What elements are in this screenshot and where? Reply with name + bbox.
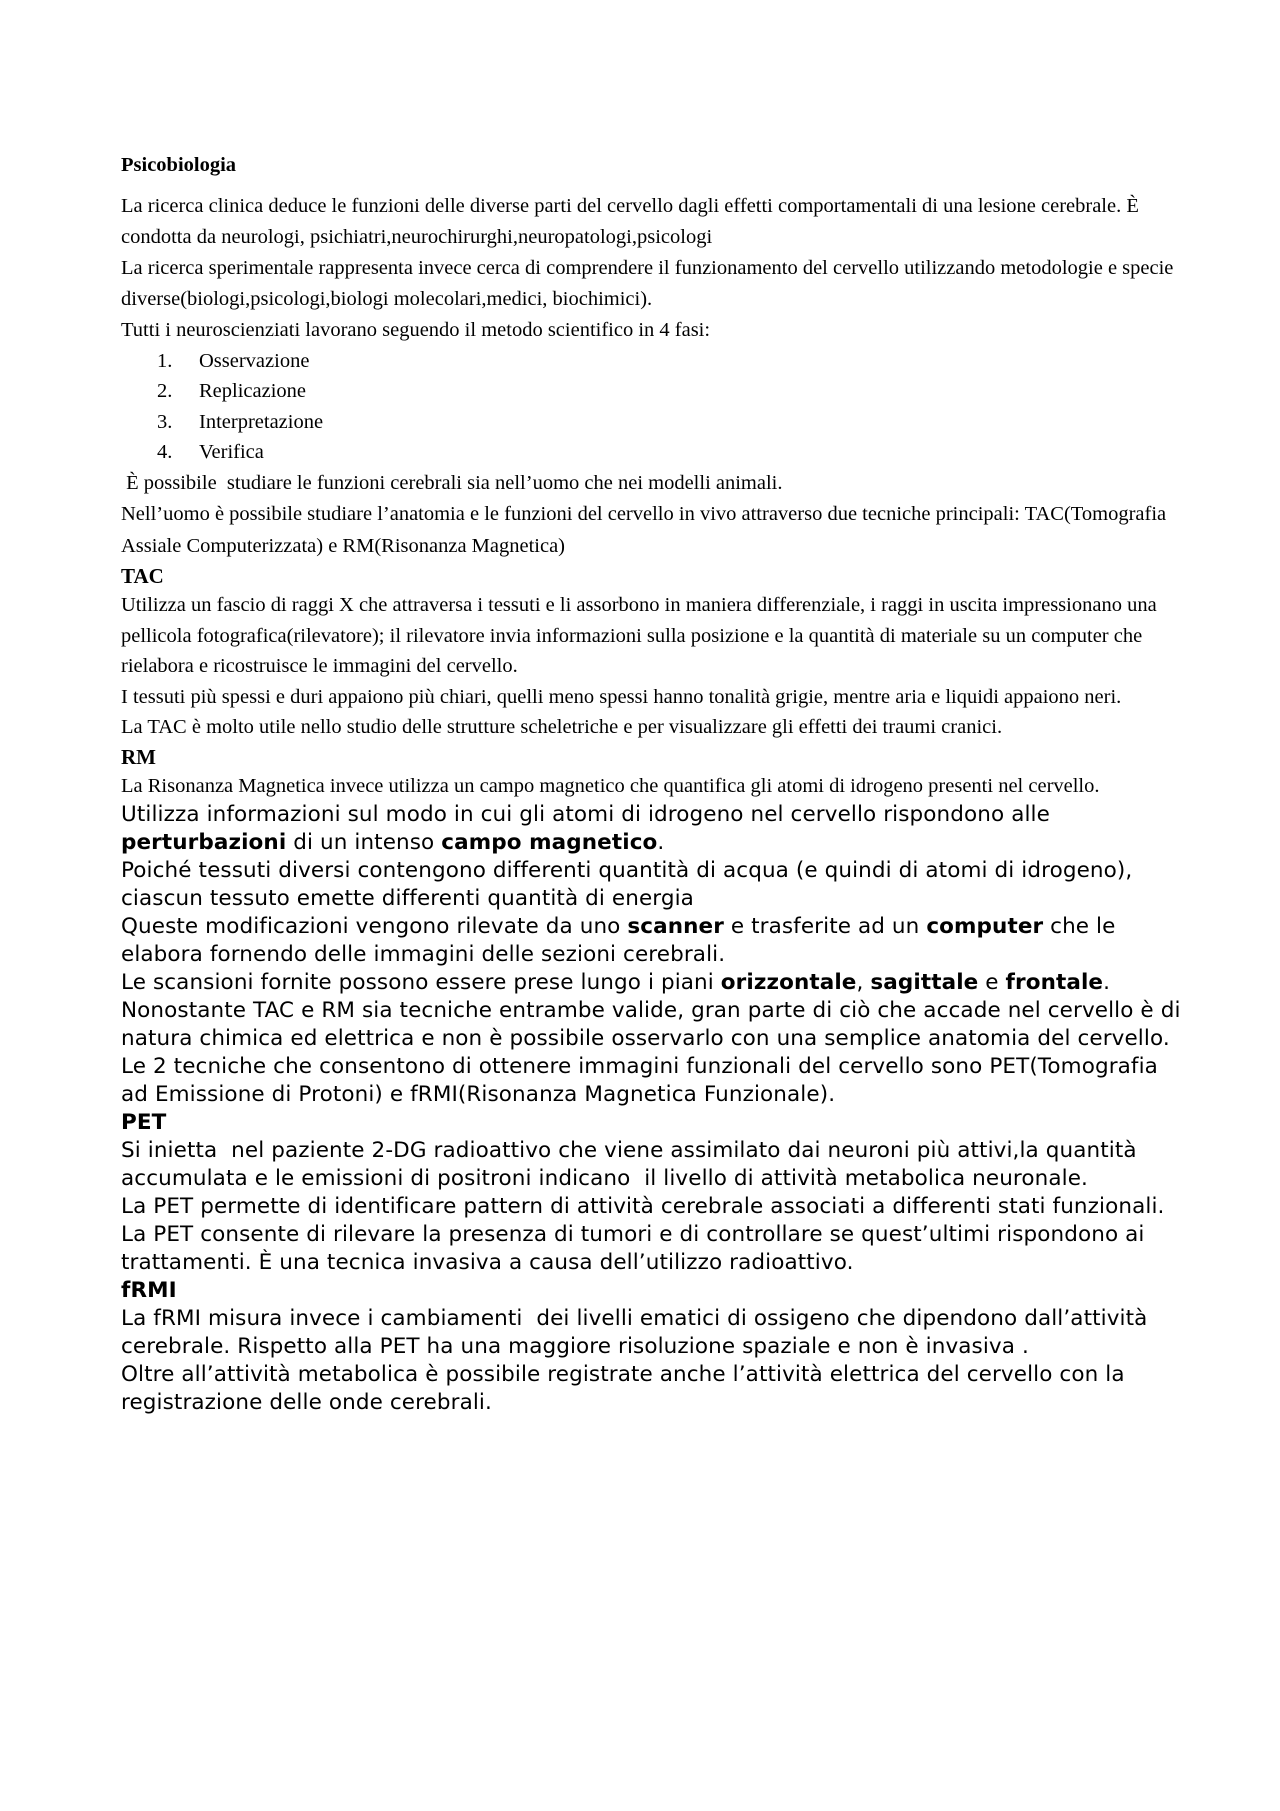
frmi-paragraph-oxygen: La fRMI misura invece i cambiamenti dei livelli ematici di ossigeno che dipendono dall’attività cerebrale. Rispetto alla PET ha una maggiore risoluzione spaziale e non è invasiva . — [121, 1306, 1155, 1359]
paragraph-human-techniques: Nell’uomo è possibile studiare l’anatomia e le funzioni del cervello in vivo attraverso due tecniche principali: TAC(Tomografia Assiale Computerizzata) e RM(Risonanza Magnetica) — [121, 503, 1167, 557]
heading-frmi: fRMI — [121, 1278, 177, 1303]
document-title: Psicobiologia — [121, 154, 237, 176]
heading-tac: TAC — [121, 564, 164, 588]
intro-paragraph-clinical: La ricerca clinica deduce le funzioni delle diverse parti del cervello dagli effetti comportamentali di una lesione cerebrale. È condotta da neurologi, psichiatri,neurochirurghi,neuropatologi,psicologi — [121, 194, 1139, 248]
tac-paragraph-tissues: I tessuti più spessi e duri appaiono più chiari, quelli meno spessi hanno tonalità grigie, mentre aria e liquidi appaiono neri. — [121, 685, 1122, 708]
method-steps-list — [121, 346, 1181, 468]
heading-pet: PET — [121, 1110, 167, 1135]
tac-paragraph-xray: Utilizza un fascio di raggi X che attraversa i tessuti e li assorbono in maniera differenziale, i raggi in uscita impressionano una pellicola fotografica(rilevatore); il rilevatore invia informazioni sulla posizione e la quantità di materiale su un computer che rielabora e ricostruisce le immagini del cervello. — [121, 594, 1157, 677]
rm-paragraph-perturbations: Utilizza informazioni sul modo in cui gli atomi di idrogeno nel cervello rispondono alle perturbazioni di un intenso campo magnetico. — [121, 802, 1050, 855]
list-item: 4. Verifica — [157, 441, 264, 463]
rm-section-sans — [121, 801, 1181, 1417]
pet-paragraph-patterns: La PET permette di identificare pattern di attività cerebrale associati a differenti stati funzionali. — [121, 1194, 1165, 1219]
tac-paragraph-use: La TAC è molto utile nello studio delle strutture scheletriche e per visualizzare gli effetti dei traumi cranici. — [121, 716, 1003, 738]
frmi-paragraph-electrical: Oltre all’attività metabolica è possibile registrate anche l’attività elettrica del cervello con la registrazione delle onde cerebrali. — [121, 1362, 1125, 1415]
rm-paragraph-scanner: Queste modificazioni vengono rilevate da uno scanner e trasferite ad un computer che le elabora fornendo delle immagini delle sezioni cerebrali. — [121, 914, 1116, 967]
rm-paragraph-functional: Le 2 tecniche che consentono di ottenere immagini funzionali del cervello sono PET(Tomografia ad Emissione di Protoni) e fRMI(Risonanza Magnetica Funzionale). — [121, 1054, 1158, 1107]
tac-section — [121, 590, 1181, 743]
list-item: 3. Interpretazione — [157, 410, 324, 433]
list-item: 1. Osservazione — [157, 349, 310, 372]
after-steps-section — [121, 468, 1181, 563]
rm-paragraph-planes: Le scansioni fornite possono essere prese lungo i piani orizzontale, sagittale e frontale. — [121, 970, 1111, 995]
intro-paragraph-method: Tutti i neuroscienziati lavorano seguendo il metodo scientifico in 4 fasi: — [121, 318, 711, 341]
paragraph-study-models: È possibile studiare le funzioni cerebrali sia nell’uomo che nei modelli animali. — [121, 471, 783, 494]
rm-paragraph-intro: La Risonanza Magnetica invece utilizza un campo magnetico che quantifica gli atomi di idrogeno presenti nel cervello. — [121, 774, 1100, 797]
intro-section — [121, 191, 1181, 346]
rm-paragraph-water: Poiché tessuti diversi contengono differenti quantità di acqua (e quindi di atomi di idrogeno), ciascun tessuto emette differenti quantità di energia — [121, 858, 1133, 911]
intro-paragraph-experimental: La ricerca sperimentale rappresenta invece cerca di comprendere il funzionamento del cervello utilizzando metodologie e specie diverse(biologi,psicologi,biologi molecolari,medici, biochimici). — [121, 256, 1174, 310]
rm-paragraph-limits: Nonostante TAC e RM sia tecniche entrambe valide, gran parte di ciò che accade nel cervello è di natura chimica ed elettrica e non è possibile osservarlo con una semplice anatomia del cervello. — [121, 998, 1181, 1051]
heading-rm: RM — [121, 744, 156, 769]
pet-paragraph-injection: Si inietta nel paziente 2-DG radioattivo che viene assimilato dai neuroni più attivi,la quantità accumulata e le emissioni di positroni indicano il livello di attività metabolica neuronale. — [121, 1138, 1144, 1191]
pet-paragraph-tumors: La PET consente di rilevare la presenza di tumori e di controllare se quest’ultimi rispondono ai trattamenti. È una tecnica invasiva a causa dell’utilizzo radioattivo. — [121, 1222, 1145, 1275]
document-body — [121, 150, 1181, 1417]
list-item: 2. Replicazione — [157, 380, 307, 402]
